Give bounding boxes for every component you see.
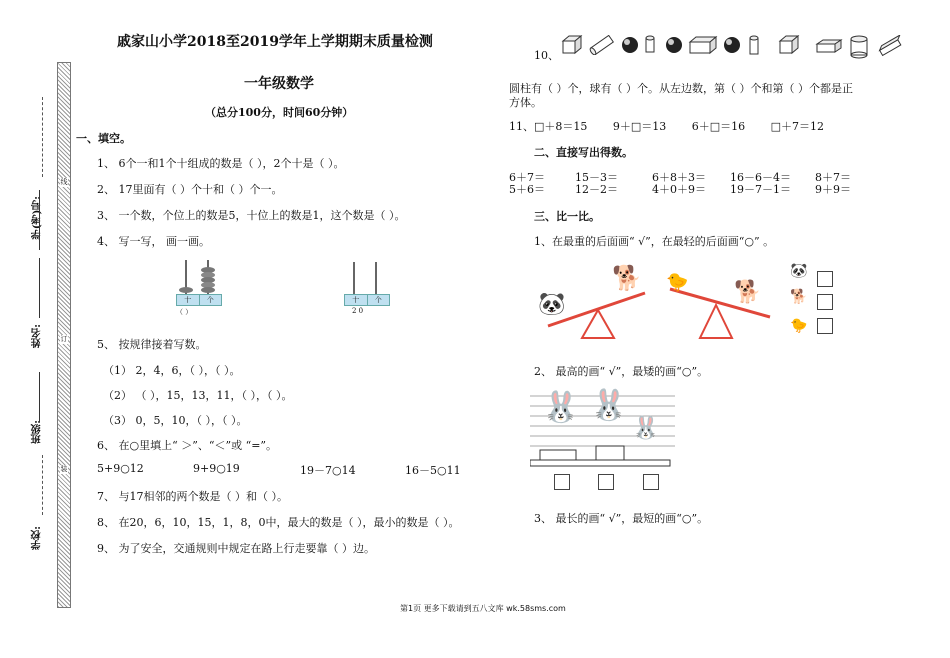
section-direct-calc: 二、直接写出得数。: [534, 146, 633, 159]
answer-box-panda[interactable]: [817, 271, 833, 287]
question-5-3: （3） 0，5，10，（ ），（ ）。: [103, 414, 248, 427]
question-9: 9、 为了安全，交通规则中规定在路上行走要靠（ ）边。: [97, 542, 375, 555]
school-label: 学校:: [32, 526, 43, 550]
calc-r2-5: 9＋9＝: [815, 183, 851, 196]
name-blank[interactable]: [39, 258, 40, 318]
rabbit-2-answer-box[interactable]: [598, 474, 614, 490]
question-8: 8、 在20，6，10，15，1，8，0中，最大的数是（ ），最小的数是（ ）。: [97, 516, 460, 529]
panda-answer-icon: 🐼: [790, 263, 808, 279]
abacus-1-answer[interactable]: （ ）: [176, 308, 193, 316]
seesaw-illustration: [530, 256, 785, 346]
chick-answer-icon: 🐤: [790, 318, 808, 334]
binding-seal-label: 订: [60, 335, 68, 343]
name-label: 姓名:: [32, 324, 43, 348]
question-10: 10、: [534, 49, 559, 62]
rabbit-3-icon: 🐰: [632, 416, 660, 441]
cylinder-icon-2: [748, 35, 760, 57]
binding-line-label: 线: [60, 178, 68, 186]
section-compare: 三、比一比。: [534, 210, 600, 223]
question-6-item-4: 16－5○11: [405, 464, 461, 477]
section-fill-blank: 一、填空。: [76, 132, 131, 145]
rabbit-2-icon: 🐰: [590, 388, 628, 423]
cylinder-wide-icon: [848, 35, 870, 59]
question-2: 2、 17里面有（ ）个十和（ ）个一。: [97, 183, 283, 196]
cylinder-icon: [644, 35, 656, 55]
question-1: 1、 6个一和1个十组成的数是（ ），2个十是（ ）。: [97, 157, 345, 170]
abacus-2-ones: 个: [367, 295, 390, 305]
question-11: 11、□＋8＝15 9＋□＝13 6＋□＝16 □＋7＝12: [509, 120, 825, 133]
exam-subtitle: 一年级数学: [244, 76, 314, 92]
calc-r1-2: 15－3＝: [575, 171, 618, 184]
question-5-1: （1） 2，4，6，（ ），（ ）。: [103, 364, 241, 377]
rabbit-1-answer-box[interactable]: [554, 474, 570, 490]
dog-icon: 🐕: [612, 264, 642, 292]
sphere-icon-3: [722, 35, 742, 55]
calc-r1-3: 6＋8＋3＝: [652, 171, 706, 184]
question-7: 7、 与17相邻的两个数是（ ）和（ ）。: [97, 490, 288, 503]
score-time: （总分100分，时间60分钟）: [205, 106, 354, 119]
abacus-1: [172, 258, 224, 318]
panda-icon: 🐼: [538, 292, 566, 317]
abacus-2[interactable]: [340, 258, 392, 318]
calc-r2-4: 19－7－1＝: [730, 183, 791, 196]
dog-icon-2: 🐕: [734, 280, 762, 305]
cube-icon: [561, 35, 583, 55]
sphere-icon-2: [664, 35, 684, 55]
calc-r2-1: 5＋6＝: [509, 183, 545, 196]
abacus-2-tens: 十: [352, 296, 360, 304]
class-blank[interactable]: [39, 372, 40, 422]
cube-icon-2: [778, 35, 800, 55]
question-4: 4、 写一写， 画一画。: [97, 235, 210, 248]
cuboid-tilted-icon: [876, 35, 906, 57]
question-6: 6、 在○里填上“ ＞”、“＜”或 “=”。: [97, 439, 278, 452]
calc-r1-4: 16－6－4＝: [730, 171, 791, 184]
rabbits-illustration: [530, 388, 675, 488]
question-6-item-3: 19－7○14: [300, 464, 356, 477]
student-id-blank[interactable]: [39, 190, 40, 250]
exam-title: 戚家山小学2018至2019学年上学期期末质量检测: [117, 34, 433, 50]
binding-dashed-line: [42, 97, 43, 177]
answer-box-chick[interactable]: [817, 318, 833, 334]
question-6-item-1: 5+9○12: [97, 462, 144, 475]
calc-r2-2: 12－2＝: [575, 183, 618, 196]
cylinder-lying-icon: [588, 35, 616, 55]
binding-bind-label: 装: [60, 465, 68, 473]
compare-question-2: 2、 最高的画“ √”，最矮的画“○”。: [534, 365, 709, 378]
class-label: 班级:: [32, 420, 43, 444]
question-10-text-1: 圆柱有（ ）个，球有（ ）个。从左边数，第（ ）个和第（ ）个都是正: [509, 82, 853, 95]
question-5: 5、 按规律接着写数。: [97, 338, 207, 351]
question-3: 3、 一个数，个位上的数是5，十位上的数是1，这个数是（ ）。: [97, 209, 406, 222]
compare-question-3: 3、 最长的画“ √”，最短的画“○”。: [534, 512, 709, 525]
answer-box-dog[interactable]: [817, 294, 833, 310]
cuboid-flat-icon: [815, 35, 843, 55]
question-5-2: （2） （ ），15，13，11，（ ），（ ）。: [103, 389, 293, 402]
calc-r1-5: 8＋7＝: [815, 171, 851, 184]
abacus-1-tens: 十: [184, 296, 192, 304]
chick-icon: 🐤: [666, 272, 689, 293]
binding-dashed-line-2: [42, 455, 43, 515]
compare-question-1: 1、在最重的后面画“ √”，在最轻的后面画“○” 。: [534, 235, 775, 248]
student-id-label: 学(考)号:: [32, 196, 43, 240]
cuboid-icon: [688, 35, 718, 55]
page-footer: 第1页 更多下载请到五八文库 wk.58sms.com: [400, 604, 566, 613]
dog-answer-icon: 🐕: [790, 289, 808, 305]
question-6-item-2: 9+9○19: [193, 462, 240, 475]
question-10-text-2: 方体。: [509, 96, 542, 109]
calc-r1-1: 6＋7＝: [509, 171, 545, 184]
rabbit-3-answer-box[interactable]: [643, 474, 659, 490]
abacus-1-ones: 个: [199, 295, 222, 305]
rabbit-1-icon: 🐰: [542, 390, 580, 425]
abacus-2-answer: 2 0: [352, 307, 364, 315]
calc-r2-3: 4＋0＋9＝: [652, 183, 706, 196]
sphere-icon: [620, 35, 640, 55]
